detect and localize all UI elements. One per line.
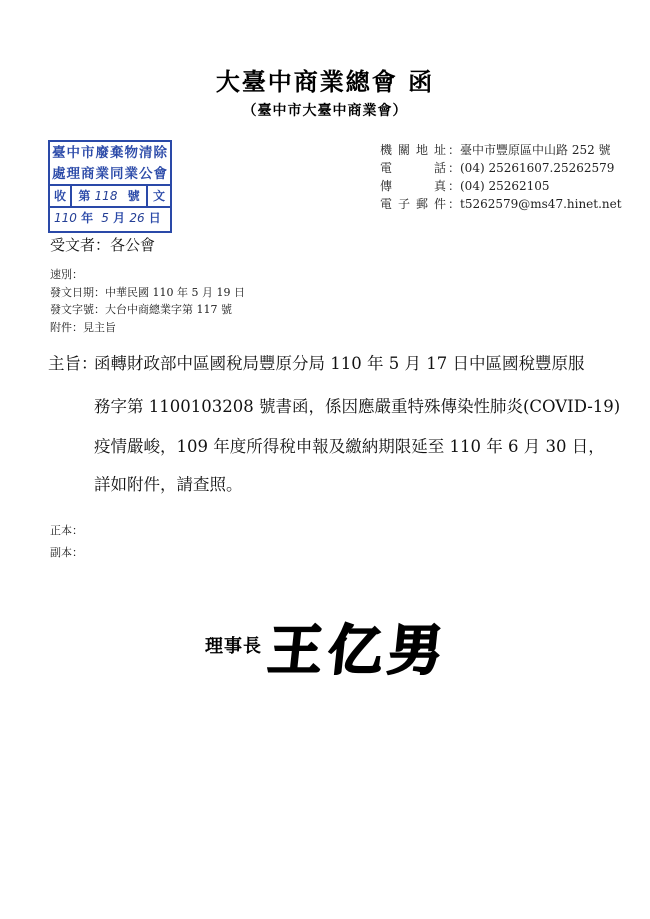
meta-speed: 速別： <box>50 268 83 281</box>
original-recipients: 正本： <box>50 524 83 537</box>
address-value: ：臺中市豐原區中山路 252 號 <box>448 143 611 157</box>
subject-line-1: 函轉財政部中區國稅局豐原分局 110 年 5 月 17 日中區國稅豐原服 <box>94 354 585 373</box>
stamp-month: 5 <box>101 211 109 225</box>
stamp-number-value: 118 <box>94 189 118 203</box>
subject-label: 主旨： <box>48 354 98 373</box>
email-label: 電子郵件 <box>380 197 446 211</box>
signature-name: 王亿男 <box>265 618 452 682</box>
stamp-day: 26 <box>129 211 145 225</box>
stamp-doc-label: 文 <box>152 189 165 203</box>
stamp-date <box>50 208 170 230</box>
fax-label: 傳 真 <box>380 179 446 193</box>
stamp-date-row <box>50 208 170 230</box>
document-subtitle: （臺中市大臺中商業會） <box>242 103 408 119</box>
stamp-org-line1: 臺中市廢棄物清除 <box>52 145 168 161</box>
stamp-organization <box>50 142 170 186</box>
fax-value: ：(04) 25262105 <box>448 179 550 193</box>
address-label: 機關地址 <box>380 143 446 157</box>
subject-line-2: 務字第 1100103208 號書函，係因應嚴重特殊傳染性肺炎(COVID-19) <box>94 397 621 416</box>
stamp-month-unit: 月 <box>113 211 126 225</box>
phone-label: 電 話 <box>380 161 446 175</box>
contact-phone <box>380 159 622 177</box>
meta-doc-number: 發文字號：大台中商總業字第 117 號 <box>50 303 232 316</box>
contact-block <box>380 141 622 213</box>
stamp-number-suffix: 號 <box>127 189 140 203</box>
stamp-number-prefix: 第 <box>78 189 91 203</box>
document-meta <box>50 266 245 336</box>
stamp-org-line2: 處理商業同業公會 <box>52 166 168 182</box>
contact-fax <box>380 177 622 195</box>
contact-email <box>380 195 622 213</box>
meta-date: 發文日期：中華民國 110 年 5 月 19 日 <box>50 285 245 299</box>
stamp-year-unit: 年 <box>81 211 94 225</box>
email-value: ：t5262579@ms47.hinet.net <box>448 197 622 211</box>
chairman-signature <box>205 608 485 688</box>
subject-line-3: 疫情嚴峻，109 年度所得稅申報及繳納期限延至 110 年 6 月 30 日， <box>94 437 605 456</box>
stamp-day-unit: 日 <box>148 211 161 225</box>
phone-value: ：(04) 25261607.25262579 <box>448 161 615 175</box>
document-title: 大臺中商業總會 函 <box>215 67 435 96</box>
copy-recipients: 副本： <box>50 546 83 559</box>
receipt-stamp <box>48 140 172 233</box>
stamp-receive-label: 收 <box>50 186 72 206</box>
stamp-year: 110 <box>54 211 77 225</box>
meta-attachment: 附件：見主旨 <box>50 320 116 334</box>
contact-address <box>380 141 622 159</box>
recipient: 受文者：各公會 <box>50 236 156 254</box>
stamp-receipt-row <box>50 186 170 208</box>
signature-title: 理事長 <box>205 636 262 657</box>
distribution-block <box>50 520 83 564</box>
subject-line-4: 詳如附件，請查照。 <box>94 475 243 494</box>
stamp-number-cell <box>72 186 148 206</box>
